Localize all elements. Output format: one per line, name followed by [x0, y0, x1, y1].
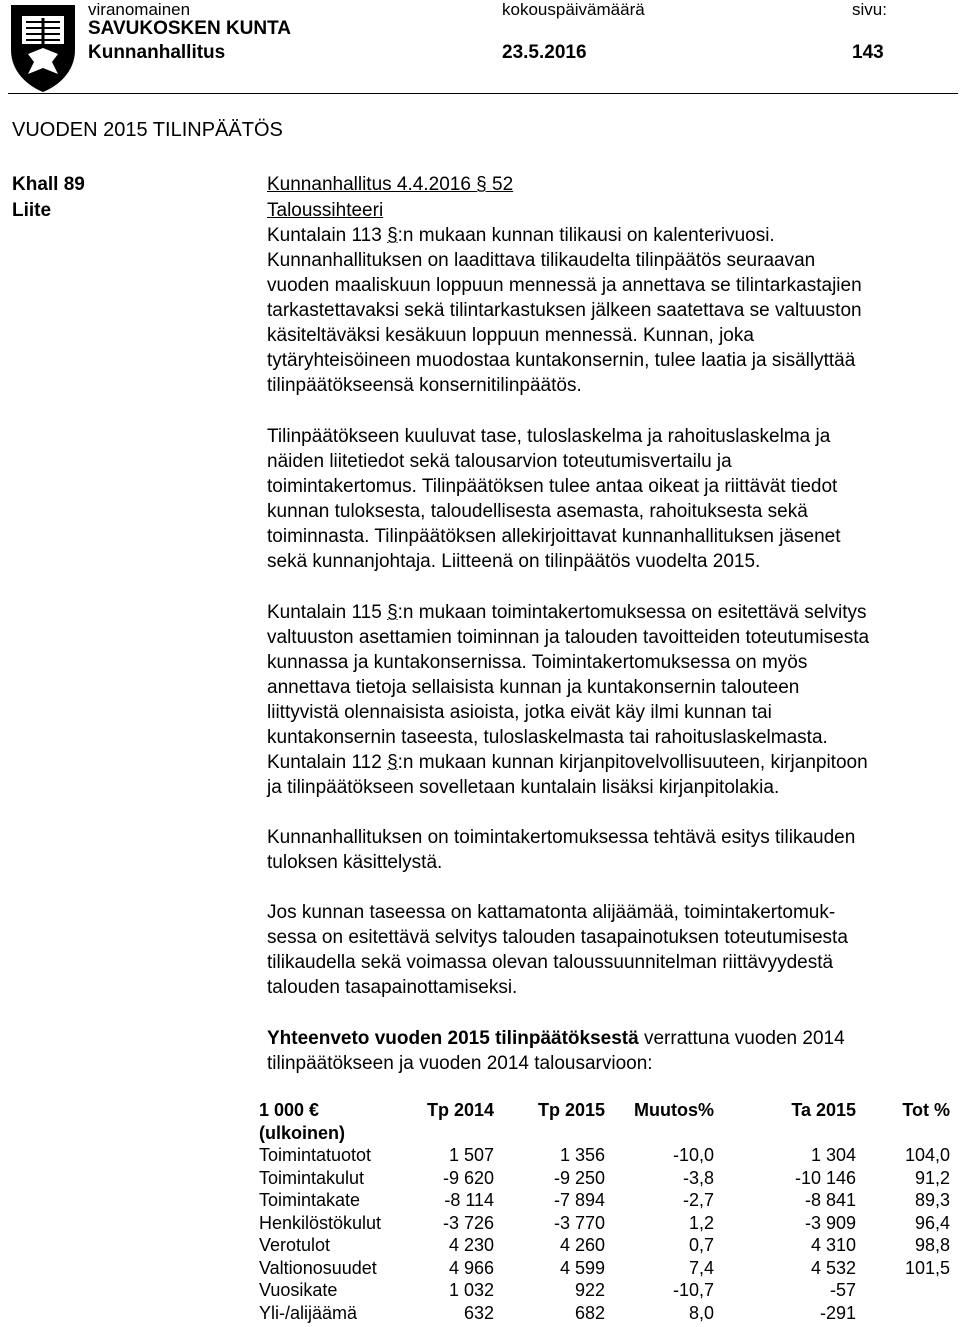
paragraph-deficit: Jos kunnan taseessa on kattamatonta alijäämää, toimintakertomuk- sessa on esitettävä selvitys talouden tasapainotuksen toteutumisesta tilikaudella sekä voimassa olevan taloussuunnitelman riittävyydestä talouden tasapainottamiseksi. — [267, 902, 848, 998]
table-cell: -3 770 — [554, 1212, 606, 1233]
page-label: sivu: — [852, 0, 887, 19]
table-cell: 1,2 — [689, 1212, 715, 1233]
table-cell: 96,4 — [915, 1212, 951, 1233]
table-row — [259, 1167, 950, 1190]
table-cell: -8 114 — [444, 1190, 495, 1210]
table-cell: -3 909 — [805, 1212, 857, 1233]
table-cell: 1 032 — [449, 1280, 495, 1300]
row-label: Valtionosuudet — [259, 1257, 377, 1278]
table-row — [259, 1189, 950, 1212]
table-cell: 1 356 — [560, 1145, 606, 1165]
column-header: Tp 2015 — [538, 1100, 606, 1120]
table-row — [259, 1234, 950, 1257]
row-label: Toimintakate — [259, 1190, 361, 1210]
paragraph-result-proposal: Kunnanhallituksen on toimintakertomuksessa tehtävä esitys tilikauden tuloksen käsittelystä. — [267, 827, 856, 873]
table-cell: 104,0 — [905, 1145, 951, 1165]
paragraph-statement-contents: Tilinpäätökseen kuuluvat tase, tuloslaskelma ja rahoituslaskelma ja näiden liitetiedot sekä talousarvion toteutumisvertailu ja toimintakertomus. Tilinpäätöksen tulee antaa oikeat ja riittävät tiedot kunnan tuloksesta, taloudellisesta asemasta, rahoituksesta sekä toiminnasta. Tilinpäätöksen allekirjoittavat kunnanhallituksen jäsenet sekä kunnanjohtaja. Liitteenä on tilinpäätös vuodelta 2015. — [267, 426, 841, 572]
table-cell: 91,2 — [915, 1167, 951, 1188]
table-cell: 4 260 — [560, 1235, 606, 1255]
row-label: Henkilöstökulut — [259, 1212, 382, 1233]
unit-subheader: (ulkoinen) — [259, 1122, 345, 1143]
date-label: kokouspäivämäärä — [502, 0, 645, 19]
table-cell: 4 532 — [811, 1257, 857, 1278]
table-cell: 89,3 — [915, 1190, 951, 1210]
section-number: Khall 89 — [12, 174, 85, 195]
table-row — [259, 1212, 950, 1235]
summary-intro: Yhteenveto vuoden 2015 tilinpäätöksestä verrattuna vuoden 2014 tilinpäätökseen ja vuoden 2014 talousarvioon: — [267, 1028, 845, 1074]
table-cell: 8,0 — [689, 1302, 715, 1323]
table-cell: 4 310 — [811, 1235, 857, 1255]
table-cell — [856, 1302, 950, 1325]
municipality-name: SAVUKOSKEN KUNTA — [88, 18, 292, 39]
preparer: Taloussihteeri — [267, 200, 384, 221]
row-label: Toimintakulut — [259, 1167, 365, 1188]
table-cell: 632 — [464, 1302, 495, 1323]
financial-summary-table — [259, 1099, 950, 1324]
row-label: Vuosikate — [259, 1280, 338, 1300]
column-header: Tp 2014 — [427, 1100, 495, 1120]
paragraph-activity-report: Kuntalain 115 §:n mukaan toimintakertomuksessa on esitettävä selvitys valtuuston asettamien toiminnan ja talouden tavoitteiden toteutumisesta kunnassa ja kuntakonsernissa. Toimintakertomuksessa on myös annettava tietoja sellaisista kunnan ja kuntakonsernin talouteen liittyvistä olennaisista asioista, jotka eivät käy ilmi kunnan tai kuntakonsernin taseesta, tuloslaskelmasta tai rahoituslaskelmasta. Kuntalain 112 §:n mukaan kunnan kirjanpitovelvollisuuteen, kirjanpitoon ja tilinpäätökseen sovelletaan kuntalain lisäksi kirjanpitolakia. — [267, 602, 870, 798]
table-cell: -3 726 — [443, 1212, 495, 1233]
table-header-row — [259, 1122, 950, 1145]
previous-reference: Kunnanhallitus 4.4.2016 § 52 — [267, 174, 514, 195]
table-cell: 4 230 — [449, 1235, 495, 1255]
table-row — [259, 1302, 950, 1325]
unit-header: 1 000 € — [259, 1100, 320, 1120]
table-cell: 98,8 — [915, 1235, 951, 1255]
table-cell: 1 507 — [449, 1145, 495, 1165]
table-cell: 682 — [575, 1302, 606, 1323]
page-number: 143 — [852, 42, 884, 63]
column-header: Ta 2015 — [791, 1100, 857, 1120]
row-label: Verotulot — [259, 1235, 331, 1255]
table-row — [259, 1257, 950, 1280]
row-label: Toimintatuotot — [259, 1145, 372, 1165]
table-cell: 7,4 — [689, 1257, 715, 1278]
table-cell: -7 894 — [554, 1190, 606, 1210]
table-cell: -291 — [820, 1302, 857, 1323]
table-cell: 922 — [575, 1280, 606, 1300]
table-cell: 1 304 — [811, 1145, 857, 1165]
official-label: viranomainen — [88, 0, 191, 19]
table-row — [259, 1144, 950, 1167]
column-header: Muutos% — [634, 1100, 715, 1120]
table-row — [259, 1279, 950, 1302]
column-header: Tot % — [902, 1100, 951, 1120]
header-divider — [8, 93, 958, 94]
table-cell: -10 146 — [794, 1167, 857, 1188]
table-cell: 0,7 — [689, 1235, 715, 1255]
table-cell: -8 841 — [805, 1190, 857, 1210]
organ-name: Kunnanhallitus — [88, 42, 226, 63]
table-cell: -9 250 — [554, 1167, 606, 1188]
table-cell: -3,8 — [683, 1167, 715, 1188]
paragraph-financial-statement-rules: Kuntalain 113 §:n mukaan kunnan tilikausi on kalenterivuosi. Kunnanhallituksen on laadittava tilikaudelta tilinpäätös seuraavan vuoden maaliskuun loppuun mennessä ja annettava se tilintarkastajien tarkastettavaksi sekä tilintarkastuksen jälkeen saatettava se valtuuston käsiteltäväksi kesäkuun loppuun mennessä. Kunnan, joka tytäryhteisöineen muodostaa kuntakonsernin, tulee laatia ja sisällyttää tilinpäätökseensä konsernitilinpäätös. — [267, 225, 862, 396]
table-cell: 4 966 — [449, 1257, 495, 1278]
attachment-label: Liite — [12, 200, 52, 221]
document-title: VUODEN 2015 TILINPÄÄTÖS — [12, 119, 283, 141]
municipal-coat-of-arms-logo — [8, 2, 78, 94]
row-label: Yli-/alijäämä — [259, 1302, 358, 1323]
table-cell: -10,7 — [673, 1280, 715, 1300]
table-cell: -9 620 — [443, 1167, 495, 1188]
table-header-row — [259, 1099, 950, 1122]
table-cell: -10,0 — [673, 1145, 715, 1165]
table-cell: 4 599 — [560, 1257, 606, 1278]
table-cell: 101,5 — [905, 1257, 951, 1278]
table-cell: -2,7 — [683, 1190, 715, 1210]
table-cell — [856, 1279, 950, 1302]
table-cell: -57 — [830, 1280, 857, 1300]
meeting-date: 23.5.2016 — [502, 42, 587, 63]
